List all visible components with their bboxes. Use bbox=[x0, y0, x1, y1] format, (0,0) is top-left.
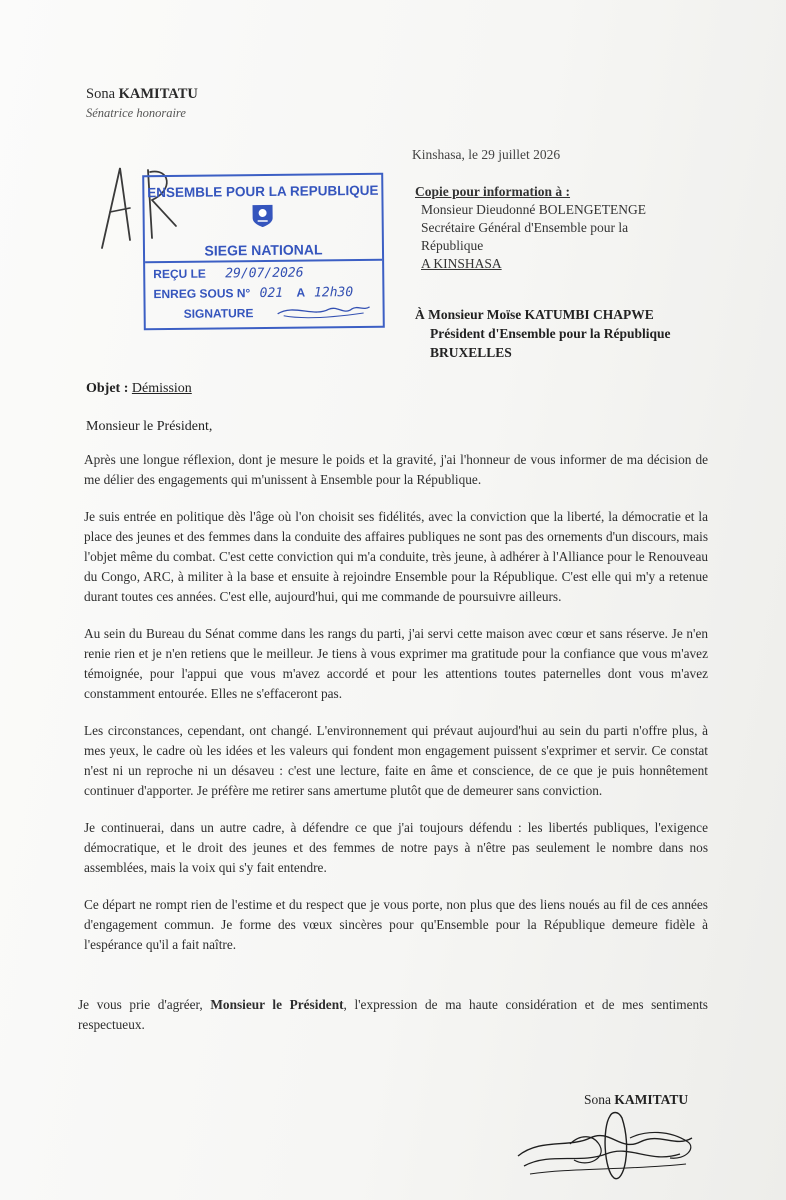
body-paragraph: Au sein du Bureau du Sénat comme dans les rangs du parti, j'ai servi cette maison avec cœur et sans réserve. Je n'en renie rien et je n'en retiens que le meilleur. Je tiens à vous exprimer ma gratitude pour la confiance que vous m'avez témoignée, pour l'appui que vous m'avez accordé et pour les attentions toutes paternelles dont vous m'avez constamment entourée. Elles ne s'effaceront pas. bbox=[84, 626, 708, 701]
salutation: Monsieur le Président, bbox=[86, 419, 213, 434]
sender-name: Sona KAMITATU bbox=[86, 86, 198, 102]
copy-info-block bbox=[415, 183, 725, 273]
stamp-seat: SIEGE NATIONAL bbox=[204, 241, 323, 259]
sender-title: Sénatrice honoraire bbox=[86, 106, 186, 120]
closing-formula: Je vous prie d'agréer, Monsieur le Président, l'expression de ma haute considération et de mes sentiments respectueux. bbox=[78, 997, 708, 1032]
stamp-received-row: REÇU LE 29/07/2026 bbox=[153, 265, 304, 282]
stamp-title: ENSEMBLE POUR LA REPUBLIQUE bbox=[147, 182, 379, 201]
stamp-received-date: 29/07/2026 bbox=[225, 265, 304, 282]
body-paragraph: Les circonstances, cependant, ont changé. L'environnement qui prévaut aujourd'hui au sein du parti n'offre plus, à mes yeux, le cadre où les idées et les valeurs qui fondent mon engagement puissent s'exprimer et servir. Ce constat n'est ni un reproche ni un désaveu : c'est une lecture, faite en âme et conscience, de ce que je puis honnêtement continuer d'apporter. Je préfère me retirer sans amertume plutôt que de demeurer sans conviction. bbox=[84, 723, 708, 798]
stamp-divider bbox=[145, 259, 382, 263]
body-paragraph: Ce départ ne rompt rien de l'estime et du respect que je vous porte, non plus que des liens noués au fil de ces années d'engagement commun. Je forme des vœux sincères pour qu'Ensemble pour la République demeure fidèle à l'espérance qu'il a fait naître. bbox=[84, 897, 708, 952]
party-logo-icon bbox=[252, 204, 274, 228]
body-paragraph: Après une longue réflexion, dont je mesure le poids et la gravité, j'ai l'honneur de vous informer de ma décision de me délier des engagements qui m'unissent à Ensemble pour la République. bbox=[84, 452, 708, 487]
stamp-registered-row: ENREG SOUS N° 021 A 12h30 bbox=[153, 285, 354, 302]
stamp-signature-scribble bbox=[274, 299, 374, 322]
letter-body bbox=[84, 450, 708, 972]
copy-info-line: A KINSHASA bbox=[421, 256, 502, 271]
recipient-name: À Monsieur Moïse KATUMBI CHAPWE bbox=[415, 307, 654, 322]
copy-info-line: Secrétaire Général d'Ensemble pour la bbox=[421, 220, 629, 235]
place-date: Kinshasa, le 29 juillet 2026 bbox=[412, 147, 561, 162]
signatory-name: Sona KAMITATU bbox=[584, 1092, 689, 1107]
body-paragraph: Je suis entrée en politique dès l'âge où l'on choisit ses fidélités, avec la conviction que la liberté, la démocratie et la place des jeunes et des femmes dans la conduite des affaires publiques ne sont pas des ornements d'un discours, mais l'objet même du combat. C'est cette conviction qui m'a conduite, très jeune, à adhérer à l'Alliance pour le Renouveau du Congo, ARC, à militer à la base et ensuite à rejoindre Ensemble pour la République. C'est elle qui m'y a retenue durant toutes ces années. C'est elle, aujourd'hui, qui me commande de poursuivre ailleurs. bbox=[84, 509, 708, 604]
copy-info-line: Monsieur Dieudonné BOLENGETENGE bbox=[421, 202, 646, 217]
copy-info-line: République bbox=[421, 238, 484, 253]
stamp-registered-time: 12h30 bbox=[313, 285, 354, 301]
stamp-signature-row: SIGNATURE bbox=[183, 306, 254, 321]
stamp-registered-number: 021 bbox=[259, 285, 284, 302]
subject-line: Objet : Démission bbox=[86, 381, 192, 396]
recipient-block bbox=[415, 305, 735, 362]
reception-stamp bbox=[142, 173, 385, 331]
handwritten-signature bbox=[510, 1108, 700, 1186]
recipient-city: BRUXELLES bbox=[430, 345, 512, 360]
body-paragraph: Je continuerai, dans un autre cadre, à défendre ce que j'ai toujours défendu : les libertés publiques, l'exigence démocratique, et le droit des jeunes et des femmes de notre pays à n'être pas seulement le nombre dans nos assemblées, mais la voix qui s'y fait entendre. bbox=[84, 820, 708, 875]
copy-info-heading: Copie pour information à : bbox=[415, 184, 571, 199]
recipient-title: Président d'Ensemble pour la République bbox=[430, 326, 671, 341]
